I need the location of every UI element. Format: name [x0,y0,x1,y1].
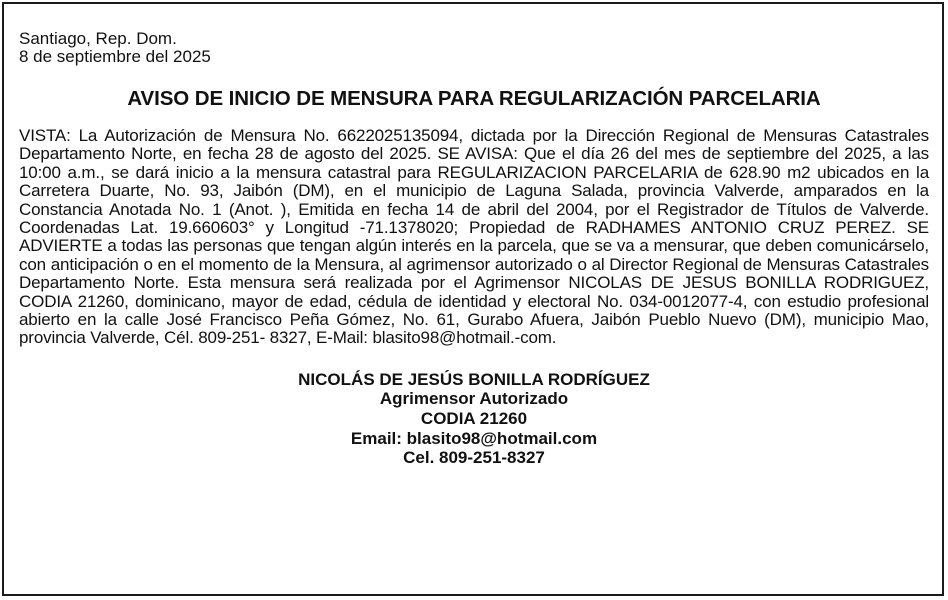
signer-name: NICOLÁS DE JESÚS BONILLA RODRÍGUEZ [298,369,650,389]
signer-email: Email: blasito98@hotmail.com [350,428,598,448]
signature-block [19,370,929,468]
notice-frame [2,2,944,596]
signer-role: Agrimensor Autorizado [379,389,569,409]
notice-title: AVISO DE INICIO DE MENSURA PARA REGULARIZACIÓN PARCELARIA [127,87,821,110]
signer-codia: CODIA 21260 [420,409,528,429]
place-date-block [19,30,929,66]
date: 8 de septiembre del 2025 [19,47,211,66]
notice-body: VISTA: La Autorización de Mensura No. 6622025135094, dictada por la Dirección Regional de Mensuras Catastrales Departamento Norte, en fecha 28 de agosto del 2025. SE AVISA: Que el día 26 del mes de septiembre del 2025, a las 10:00 a.m., se dará inicio a la mensura catastral para REGULARIZACION PARCELARIA de 628.90 m2 ubicados en la Carretera Duarte, No. 93, Jaibón (DM), en el municipio de Laguna Salada, provincia Valverde, amparados en la Constancia Anotada No. 1 (Anot. ), Emitida en fecha 14 de abril del 2004, por el Registrador de Títulos de Valverde. Coordenadas Lat. 19.660603° y Longitud -71.1378020; Propiedad de RADHAMES ANTONIO CRUZ PEREZ. SE ADVIERTE a todas las personas que tengan algún interés en la parcela, que se va a mensurar, que deben comunicárselo, con anticipación o en el momento de la Mensura, al agrimensor autorizado o al Director Regional de Mensuras Catastrales Departamento Norte. Esta mensura será realizada por el Agrimensor NICOLAS DE JESUS BONILLA RODRIGUEZ, CODIA 21260, dominicano, mayor de edad, cédula de identidad y electoral No. 034-0012077-4, con estudio profesional abierto en la calle José Francisco Peña Gómez, No. 61, Gurabo Afuera, Jaibón Pueblo Nuevo (DM), municipio Mao, provincia Valverde, Cél. 809-251- 8327, E-Mail: blasito98@hotmail.-com. [19,126,929,348]
signer-phone: Cel. 809-251-8327 [403,448,545,468]
notice-content [19,30,929,468]
place: Santiago, Rep. Dom. [19,29,177,48]
